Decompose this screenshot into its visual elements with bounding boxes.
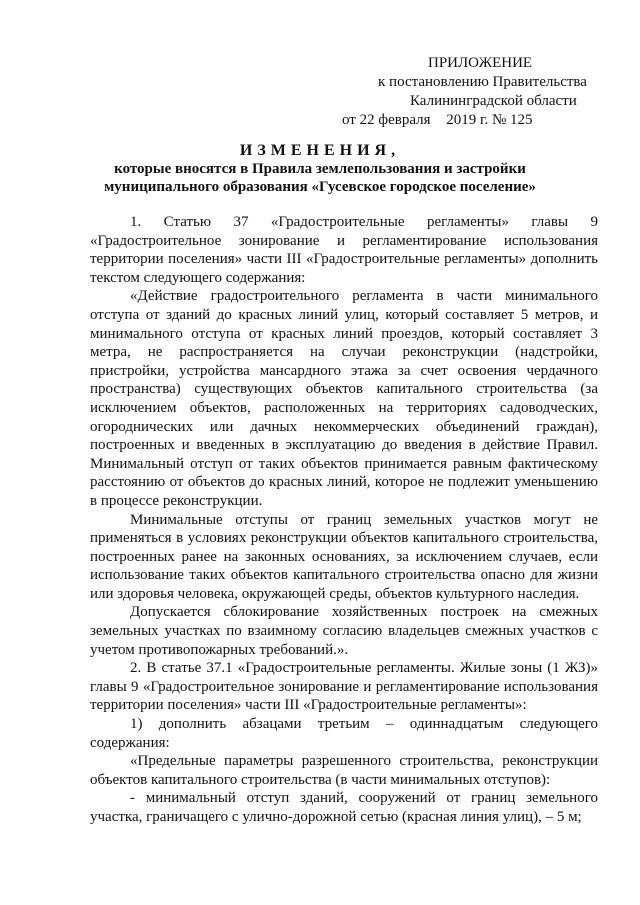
document-body [90, 213, 598, 827]
title-heading: ИЗМЕНЕНИЯ, [239, 142, 401, 159]
paragraph: Допускается сблокирование хозяйственных построек на смежных земельных участках по взаимному согласию владельцев смежных участков с учетом противопожарных требований.». [90, 604, 598, 658]
document-title [80, 142, 560, 196]
date-prefix: от [342, 112, 356, 128]
region-name: Калининградской области [410, 93, 577, 109]
paragraph: - минимальный отступ зданий, сооружений от границ земельного участка, граничащего с улично-дорожной сетью (красная линия улиц), – 5 м; [90, 790, 598, 825]
paragraph: «Предельные параметры разрешенного строительства, реконструкции объектов капитального строительства (в части минимальных отступов): [90, 753, 598, 788]
resolution-reference: к постановлению Правительства [378, 74, 587, 90]
paragraph: 1) дополнить абзацами третьим – одиннадцатым следующего содержания: [90, 716, 598, 751]
date-year: 2019 г. [446, 112, 489, 128]
paragraph: «Действие градостроительного регламента в части минимального отступа от зданий до красных линий улиц, который составляет 5 метров, и минимального отступа от красных линий проездов, который составляет 3 метра, не распространяется на случаи реконструкции (надстройки, пристройки, устройства мансардного этажа за счет освоения чердачного пространства) существующих объектов капитального строительства (за исключением объектов, расположенных на территориях садоводческих, огороднических или дачных некоммерческих объединений граждан), построенных и введенных в эксплуатацию до введения в действие Правил. Минимальный отступ от таких объектов принимается равным фактическому расстоянию от объектов до красных линий, которое не подлежит уменьшению в процессе реконструкции. [90, 288, 598, 509]
title-line-1: которые вносятся в Правила землепользования и застройки [114, 161, 526, 177]
paragraph: 2. В статье 37.1 «Градостроительные регламенты. Жилые зоны (1 ЖЗ)» главы 9 «Градостроительное зонирование и регламентирование использования территории поселения» части III «Градостроительные регламенты»: [90, 660, 598, 714]
appendix-label: ПРИЛОЖЕНИЕ [428, 55, 533, 71]
title-line-2: муниципального образования «Гусевское городское поселение» [104, 179, 536, 195]
date-value: 22 февраля [359, 112, 431, 128]
paragraph: Минимальные отступы от границ земельных участков могут не применяться в условиях реконструкции объектов капитального строительства, построенных ранее на законных основаниях, за исключением случаев, если использование таких объектов капитального строительства опасно для жизни или здоровья человека, окружающей среды, объектов культурного наследия. [90, 511, 598, 602]
paragraph: 1. Статью 37 «Градостроительные регламенты» главы 9 «Градостроительное зонирование и регламентирование использования территории поселения» части III «Градостроительные регламенты» дополнить текстом следующего содержания: [90, 214, 598, 286]
appendix-block [330, 54, 610, 130]
date-line [330, 111, 610, 130]
document-number: № 125 [491, 112, 533, 128]
